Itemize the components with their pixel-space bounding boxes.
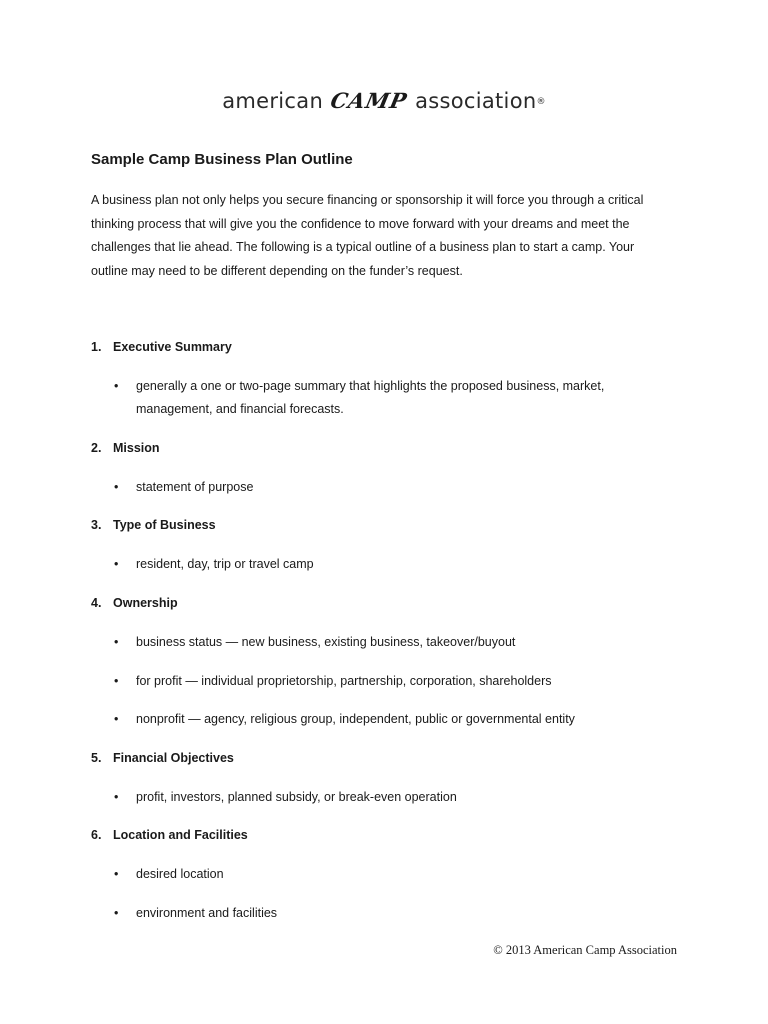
intro-paragraph: A business plan not only helps you secure financing or sponsorship it will force you through a critical thinking process that will give you the confidence to move forward with your dreams and meet the challenges that lie ahead. The following is a typical outline of a business plan to start a camp. Your outline may need to be different depending on the funder’s request.: [91, 193, 644, 278]
aca-logo: [0, 88, 768, 113]
section-title: Ownership: [113, 596, 178, 610]
bullet-glyph: •: [114, 906, 119, 920]
bullet-glyph: •: [114, 635, 119, 649]
section-number: 3.: [91, 518, 102, 532]
bullet-glyph: •: [114, 867, 119, 881]
list-item-text: nonprofit — agency, religious group, independent, public or governmental entity: [136, 712, 575, 726]
section-title: Type of Business: [113, 518, 216, 532]
logo-text-association: association: [415, 89, 537, 113]
list-item-text: profit, investors, planned subsidy, or break-even operation: [136, 790, 457, 804]
section-heading-type-of-business: [91, 518, 216, 532]
section-heading-mission: [91, 441, 160, 455]
section-heading-ownership: [91, 596, 178, 610]
section-title: Mission: [113, 441, 160, 455]
bullet-glyph: •: [114, 480, 119, 494]
list-item: [114, 902, 614, 925]
list-item-text: business status — new business, existing business, takeover/buyout: [136, 635, 516, 649]
list-item-text: statement of purpose: [136, 480, 254, 494]
section-number: 4.: [91, 596, 102, 610]
section-title: Financial Objectives: [113, 751, 234, 765]
bullet-glyph: •: [114, 557, 119, 571]
logo-text-american: american: [222, 89, 324, 113]
list-item: [114, 670, 614, 693]
bullet-glyph: •: [114, 674, 119, 688]
list-item-text: generally a one or two-page summary that highlights the proposed business, market, management, and financial forecasts.: [136, 379, 605, 416]
list-item: [114, 786, 614, 809]
list-item: [114, 631, 614, 654]
list-item-text: environment and facilities: [136, 906, 278, 920]
logo-text-camp: CAMP: [328, 88, 410, 113]
list-item: [114, 553, 614, 576]
section-heading-financial-objectives: [91, 751, 234, 765]
list-item: [114, 863, 614, 886]
section-number: 1.: [91, 340, 102, 354]
list-item: [114, 708, 614, 731]
bullet-glyph: •: [114, 712, 119, 726]
section-title: Executive Summary: [113, 340, 232, 354]
section-title: Location and Facilities: [113, 828, 248, 842]
section-number: 6.: [91, 828, 102, 842]
list-item: [114, 476, 614, 499]
registered-mark: ®: [536, 97, 546, 107]
bullet-glyph: •: [114, 790, 119, 804]
list-item-text: for profit — individual proprietorship, partnership, corporation, shareholders: [136, 674, 552, 688]
section-number: 5.: [91, 751, 102, 765]
document-title: Sample Camp Business Plan Outline: [91, 151, 353, 168]
section-heading-location-and-facilities: [91, 828, 248, 842]
section-number: 2.: [91, 441, 102, 455]
section-heading-executive-summary: [91, 340, 232, 354]
list-item-text: resident, day, trip or travel camp: [136, 557, 314, 571]
footer-copyright: © 2013 American Camp Association: [493, 943, 677, 957]
list-item: [114, 375, 614, 420]
list-item-text: desired location: [136, 867, 224, 881]
bullet-glyph: •: [114, 379, 119, 393]
